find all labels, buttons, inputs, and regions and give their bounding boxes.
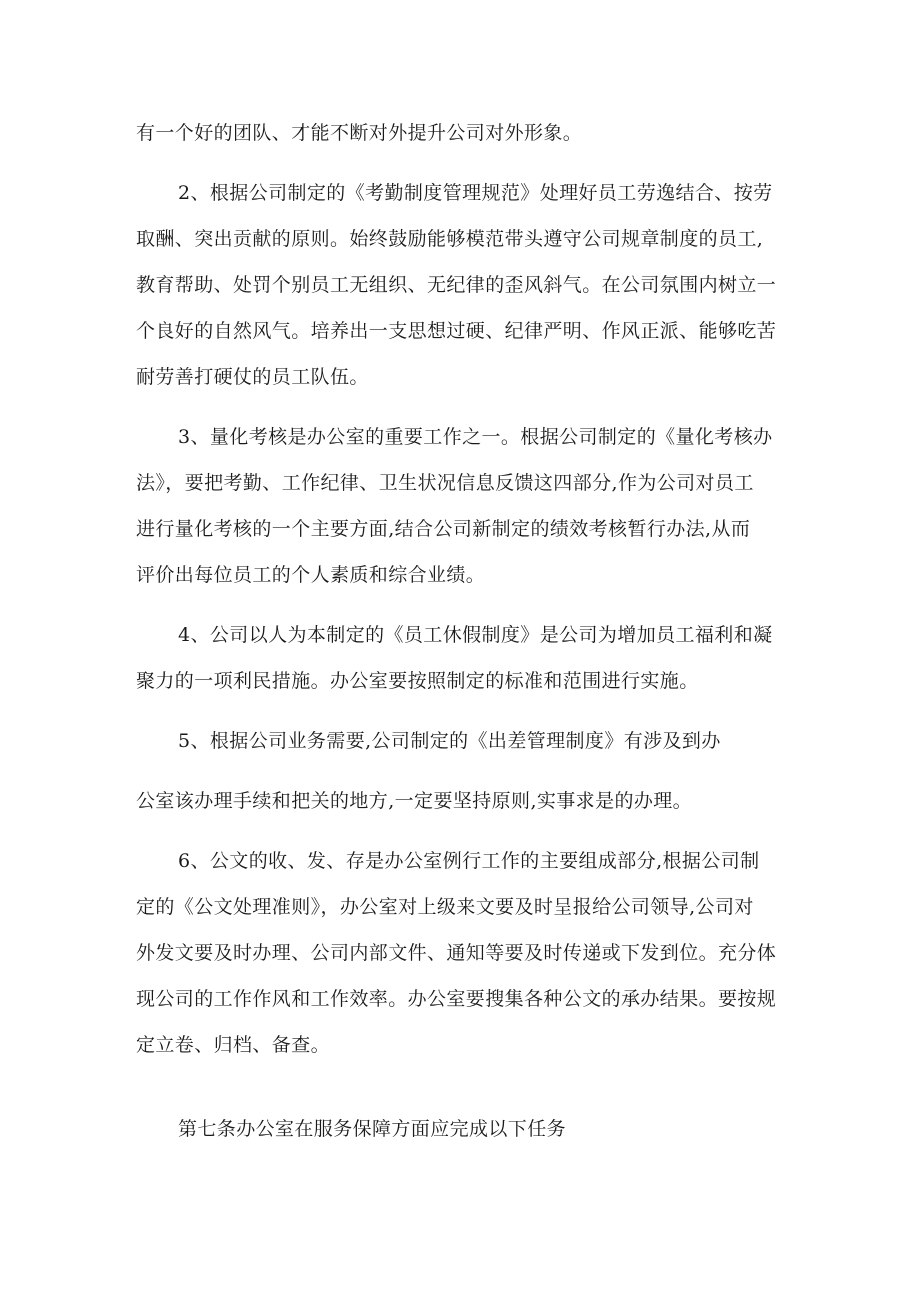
paragraph-4-line-2: 聚力的一项利民措施。办公室要按照制定的标准和范围进行实施。 — [136, 670, 699, 692]
paragraph-5-line-1: 5、根据公司业务需要,公司制定的《出差管理制度》有涉及到办 — [178, 730, 721, 752]
paragraph-3-line-1: 3、量化考核是办公室的重要工作之一。根据公司制定的《量化考核办 — [178, 426, 773, 448]
article-7-heading: 第七条办公室在服务保障方面应完成以下任务 — [178, 1118, 567, 1140]
paragraph-6-line-2: 定的《公文处理准则》，办公室对上级来文要及时呈报给公司领导,公司对 — [136, 896, 754, 918]
paragraph-6-line-1: 6、公文的收、发、存是办公室例行工作的主要组成部分,根据公司制 — [178, 850, 760, 872]
paragraph-6-line-4: 现公司的工作作风和工作效率。办公室要搜集各种公文的承办结果。要按规 — [136, 988, 777, 1010]
paragraph-3-line-2: 法》，要把考勤、工作纪律、卫生状况信息反馈这四部分,作为公司对员工 — [136, 472, 754, 494]
text-line: 有一个好的团队、才能不断对外提升公司对外形象。 — [136, 122, 583, 144]
paragraph-6-line-5: 定立卷、归档、备查。 — [136, 1034, 331, 1056]
paragraph-3-line-3: 进行量化考核的一个主要方面,结合公司新制定的绩效考核暂行办法,从而 — [136, 518, 751, 540]
paragraph-2-line-4: 个良好的自然风气。培养出一支思想过硬、纪律严明、作风正派、能够吃苦 — [136, 320, 777, 342]
paragraph-2-line-2: 取酬、突出贡献的原则。始终鼓励能够模范带头遵守公司规章制度的员工, — [136, 228, 764, 250]
paragraph-4-line-1: 4、公司以人为本制定的《员工休假制度》是公司为增加员工福利和凝 — [178, 624, 773, 646]
paragraph-2-line-5: 耐劳善打硬仗的员工队伍。 — [136, 366, 369, 388]
paragraph-6-line-3: 外发文要及时办理、公司内部文件、通知等要及时传递或下发到位。充分体 — [136, 942, 777, 964]
paragraph-3-line-4: 评价出每位员工的个人素质和综合业绩。 — [136, 564, 486, 586]
paragraph-2-line-3: 教育帮助、处罚个别员工无组织、无纪律的歪风斜气。在公司氛围内树立一 — [136, 274, 777, 296]
paragraph-2-line-1: 2、根据公司制定的《考勤制度管理规范》处理好员工劳逸结合、按劳 — [178, 182, 773, 204]
paragraph-5-line-2: 公室该办理手续和把关的地方,一定要坚持原则,实事求是的办理。 — [136, 790, 693, 812]
